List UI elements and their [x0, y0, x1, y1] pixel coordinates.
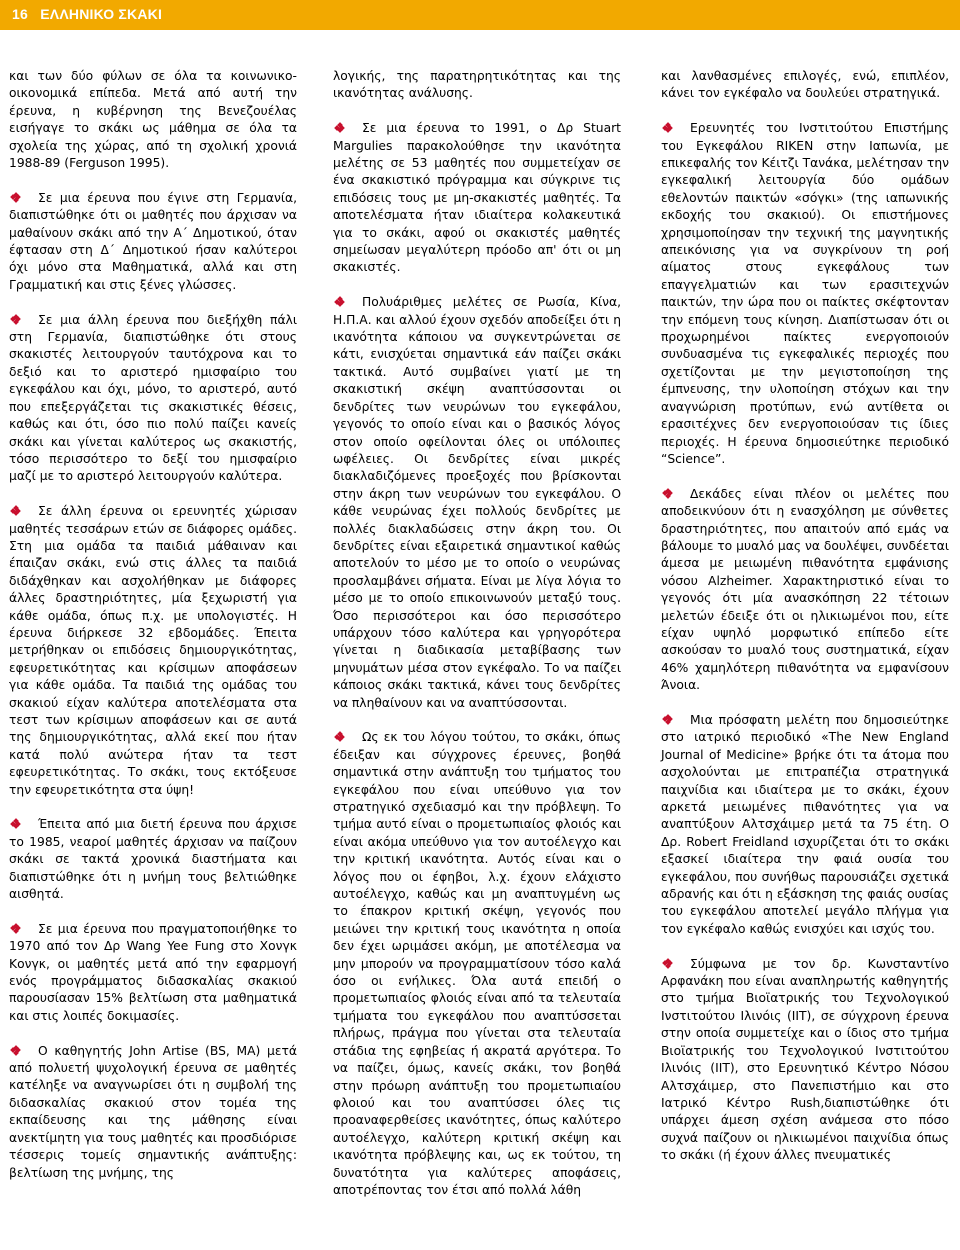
paragraph-text: Ως εκ του λόγου τούτου, το σκάκι, όπως έδειξαν και σύγχρονες έρευνες, βοηθά σημαντικά στην ανάπτυξη του τμήματος του εγκεφάλου που είναι υπεύθυνο για τον στρατηγικό σχεδιασμό και την πρόβλεψη. Το τμήμα αυτό είναι ο προμετωπιαίος φλοιός και είναι ακόμα υπεύθυνο για τον αυτοέλεγχο και την κριτική ικανότητα. Αυτός είναι και ο λόγος που οι έφηβοι, λ.χ. έχουν ελάχιστο αυτοέλεγχο, καθώς και μη αναπτυγμένη ως το έπακρον κριτική σκέψη, γεγονός που μειώνει την κριτική τους ικανότητα η οποία δεν έχει ωριμάσει ακόμη, με αποτέλεσμα να μην μπορούν να προγραμματίσουν τόσο καλά όσο οι ενήλικες. Όλα αυτά επειδή ο προμετωπιαίος φλοιός είναι από τα τελευταία τμήματα του εγκεφάλου που αναπτύσσεται πλήρως, πράγμα που γίνεται στα τελευταία στάδια της εφηβείας ή ακρατά αργότερα. Το να παίζει, όμως, κανείς σκάκι, τον βοηθά στην πρόωρη ανάπτυξη του προμετωπιαίου φλοιού και του αναπτύσσει όλες τις προαναφερθείσες ικανότητες, όπως καλύτερο αυτοέλεγχο, καλύτερη κριτική σκέψη και ικανότητα πρόβλεψης και, ως εκ τούτου, τη δυνατότητα για καλύτερες αποφάσεις, αποτρέποντας τον έτσι από πολλά λάθη [333, 730, 621, 1197]
paragraph-text: Ερευνητές του Ινστιτούτου Επιστήμης του Εγκεφάλου RIKEN στην Ιαπωνία, με επικεφαλής τον Κέιτζι Τανάκα, μελέτησαν την εγκεφαλική λειτουργία δύο ομάδων εθελοντών παικτών «σόγκι» (της ιαπωνικής εκδοχής του σκακιού). Οι επιστήμονες χρησιμοποίησαν την τεχνική της μαγνητικής απεικόνισης για να συγκρίνουν τη ροή αίματος στους εγκεφάλους των επαγγελματιών και των ερασιτεχνών παικτών, την ώρα που οι παίκτες σκέφτονταν την επόμενη τους κίνηση. Διαπίστωσαν ότι οι προχωρημένοι παίκτες ενεργοποιούν συνδυασμένα τις εγκεφαλικές περιοχές που σχετίζονται με την μεγιστοποίηση της έμπνευσης, την υλοποίηση στόχων και την αναγνώριση προτύπων, ενώ αντίθετα οι ερασιτέχνες δεν ενεργοποιούσαν τις ίδιες περιοχές. Η έρευνα δημοσιεύτηκε περιοδικό “Science”. [661, 121, 949, 466]
diamond-bullet-icon [11, 1046, 20, 1055]
page-number: 16 [12, 6, 28, 22]
paragraph-text: Έπειτα από μια διετή έρευνα που άρχισε το 1985, νεαροί μαθητές άρχισαν να παίζουν σκάκι σε τακτά χρονικά διαστήματα και διαπιστώθηκε ότι η μνήμη τους βελτιώθηκε αισθητά. [9, 817, 297, 902]
diamond-bullet-icon [663, 123, 672, 132]
diamond-bullet-icon [11, 193, 20, 202]
bulleted-paragraph [333, 120, 621, 277]
paragraph [9, 68, 297, 172]
bulleted-paragraph [9, 921, 297, 1025]
paragraph-text: και των δύο φύλων σε όλα τα κοινωνικο-οικονομικά επίπεδα. Μετά από αυτή την έρευνα, η κυβέρνηση της Βενεζουέλας εισήγαγε το σκάκι ως μάθημα σε όλα τα σχολεία της χώρας, από τη σχολική χρονιά 1988-89 (Ferguson 1995). [9, 69, 297, 171]
bulleted-paragraph [9, 816, 297, 903]
paragraph-text: Σε μια άλλη έρευνα που διεξήχθη πάλι στη Γερμανία, διαπιστώθηκε ότι στους σκακιστές λειτουργούν ταυτόχρονα και το δεξιό και το αριστερό ημισφαίριο του εγκεφάλου και όχι, μόνο, το αριστερό, αυτό που επεξεργάζεται τις σκακιστικές θέσεις, καθώς και ότι, όσο πιο πολύ παίζει κανείς σκάκι και γίνεται καλύτερος ως σκακιστής, τόσο περισσότερο το δεξί του ημισφαίριο μαζί με το αριστερό λειτουργούν καλύτερα. [9, 312, 297, 484]
paragraph-text: Ο καθηγητής John Artise (BS, MA) μετά από πολυετή ψυχολογική έρευνα σε μαθητές κατέληξε να αναγνωρίσει ότι η συμβολή της διδασκαλίας σκακιού στον τομέα της εκπαίδευσης και της μάθησης είναι ανεκτίμητη για τους μαθητές και προσδιόρισε τέσσερις τομείς σημαντικής ανάπτυξης: βελτίωση της μνήμης, της [9, 1043, 297, 1180]
diamond-bullet-icon [335, 123, 344, 132]
paragraph-text: Μια πρόσφατη μελέτη που δημοσιεύτηκε στο ιατρικό περιοδικό «The New England Journal of Medicine» βρήκε ότι τα άτομα που ασχολούνται με επιτραπέζια στρατηγικά παιχνίδια και ιδιαίτερα με το σκάκι, έχουν αρκετά μειωμένες πιθανότητες για να αναπτύξουν Αλτσχάιμερ μετά τα 75 έτη. Ο Δρ. Robert Freidland ισχυρίζεται ότι το σκάκι εξασκεί ιδιαίτερα την φαιά ουσία του εγκεφάλου, που συνήθως παρουσιάζει σχετικά αδρανής και ότι η εξάσκηση της φαιάς ουσίας του εγκεφάλου αποτελεί μεγάλο πλήγμα για τον εγκέφαλο καθώς ενισχύει και ισχύς του. [661, 712, 949, 936]
bulleted-paragraph [9, 190, 297, 294]
paragraph-text: Δεκάδες είναι πλέον οι μελέτες που αποδεικνύουν ότι η ενασχόληση με σύνθετες δραστηριότητες, που απαιτούν από εμάς να βάλουμε το μυαλό μας να δουλέψει, συνδέεται άμεσα με μειωμένη πιθανότητα εμφάνισης νόσου Alzheimer. Χαρακτηριστικό είναι το γεγονός ότι μία ανασκόπηση 22 τέτοιων μελετών έδειξε ότι οι ηλικιωμένοι που, είτε είχαν υψηλό μορφωτικό επίπεδο είτε ασκούσαν το μυαλό τους συστηματικά, είχαν 46% χαμηλότερη πιθανότητα να εμφανίσουν Άνοια. [661, 486, 949, 693]
paragraph-text: Πολυάριθμες μελέτες σε Ρωσία, Κίνα, Η.Π.Α. και αλλού έχουν σχεδόν αποδείξει ότι η ικανότητα κάποιου να συγκεντρώνεται σε κάτι, ενισχύεται σημαντικά εάν παίζει σκάκι τακτικά. Αυτό συμβαίνει γιατί με τη σκακιστική σκέψη αναπτύσσονται οι δενδρίτες των νευρώνων του εγκεφάλου, γεγονός το οποίο είναι και ο βασικός λόγος στον οποίο οφείλονται όλες οι υπόλοιπες ωφέλειες. Οι δενδρίτες είναι μικρές διακλαδιζόμενες προεξοχές που βρίσκονται στην άκρη των νευρώνων του εγκεφάλου. Ο κάθε νευρώνας έχει πολλούς δενδρίτες με πολλές διακλαδώσεις στην άκρη του. Οι δενδρίτες είναι εξαιρετικά σημαντικοί καθώς αποτελούν το μέσο με το οποίο ο νευρώνας προσλαμβάνει σήματα. Είναι με λίγα λόγια το μέσο με το οποίο επικοινωνούν μεταξύ τους. Όσο περισσότεροι και όσο περισσότερο υπάρχουν τόσο καλύτερα και γρηγορότερα γίνεται η διαδικασία μεταβίβασης των μηνυμάτων μέσα στον εγκέφαλο. Το να παίζει κάποιος σκάκι τακτικά, κάνει τους δενδρίτες να πληθαίνουν και να αναπτύσσονται. [333, 295, 621, 710]
diamond-bullet-icon [11, 819, 20, 828]
bulleted-paragraph [333, 294, 621, 712]
bulleted-paragraph [661, 120, 949, 468]
paragraph [661, 68, 949, 103]
diamond-bullet-icon [335, 297, 344, 306]
paragraph-text: Σύμφωνα με τον δρ. Κωνσταντίνο Αρφανάκη που είναι αναπληρωτής καθηγητής στο τμήμα Βιοϊατρικής του Τεχνολογικού Ινστιτούτου Ιλινόις (ΙΙΤ), σε σύγχρονη έρευνα στην οποία συμμετείχε και ο ίδιος στο τμήμα Βιοϊατρικής του Τεχνολογικού Ινστιτούτου Ιλινόις (ΙΙΤ), στο Ερευνητικό Κέντρο Νόσου Αλτσχάιμερ, στο Πανεπιστήμιο και στο Ιατρικό Κέντρο Rush,διαπιστώθηκε ότι υπάρχει άμεση σχέση ανάμεσα στο πόσο συχνά παίζουν οι ηλικιωμένοι παιχνίδια όπως το σκάκι (ή έχουν άλλες πνευματικές [661, 956, 949, 1163]
page-header-bar [0, 0, 960, 30]
diamond-bullet-icon [335, 732, 344, 741]
text-column-2 [333, 68, 621, 1199]
bulleted-paragraph [661, 712, 949, 938]
bulleted-paragraph [661, 486, 949, 695]
text-column-3 [661, 68, 949, 1165]
page-header [12, 6, 162, 22]
diamond-bullet-icon [11, 315, 20, 324]
paragraph-text: και λανθασμένες επιλογές, ενώ, επιπλέον, κάνει τον εγκέφαλο να δουλεύει στρατηγικά. [661, 69, 949, 101]
diamond-bullet-icon [663, 959, 672, 968]
paragraph-text: Σε άλλη έρευνα οι ερευνητές χώρισαν μαθητές τεσσάρων ετών σε διάφορες ομάδες. Στη μια ομάδα τα παιδιά μάθαιναν και έπαιζαν σκάκι, ενώ στις άλλες τα παιδιά διδάχθηκαν και ασχολήθηκαν με διάφορες άλλες δραστηριότητες, μία ξεχωριστή για κάθε ομάδα, όπως π.χ. με υπολογιστές. Η έρευνα διήρκεσε 32 εβδομάδες. Έπειτα μετρήθηκαν οι επιδόσεις δημιουργικότητας, εφευρετικότητας και κρίσιμων αποφάσεων για κάθε ομάδα. Τα παιδιά της ομάδας του σκακιού είχαν καλύτερα αποτελέσματα στα τεστ των κρίσιμων αποφάσεων και σε αυτά της δημιουργικότητας, αλλά εκεί που ήταν κατά πολύ ανώτερα ήταν τα τεστ εφευρετικότητας. Το σκάκι, τους εκτόξευσε την εφευρετικότητα στα ύψη! [9, 504, 297, 797]
paragraph-text: λογικής, της παρατηρητικότητας και της ικανότητας ανάλυσης. [333, 69, 621, 101]
bulleted-paragraph [9, 312, 297, 486]
paragraph-text: Σε μια έρευνα που έγινε στη Γερμανία, διαπιστώθηκε ότι οι μαθητές που άρχισαν να μαθαίνουν σκάκι από την Α΄ Δημοτικού, όταν έφτασαν στη Δ΄ Δημοτικού ήσαν καλύτεροι όχι μόνο στα Μαθηματικά, αλλά και στη Γραμματική και στις ξένες γλώσσες. [9, 190, 297, 292]
publication-title: ΕΛΛΗΝΙΚΟ ΣΚΑΚΙ [40, 6, 163, 22]
diamond-bullet-icon [11, 924, 20, 933]
bulleted-paragraph [9, 503, 297, 799]
bulleted-paragraph [9, 1043, 297, 1182]
paragraph [333, 68, 621, 103]
text-column-1 [9, 68, 297, 1182]
diamond-bullet-icon [663, 715, 672, 724]
paragraph-text: Σε μια έρευνα που πραγματοποιήθηκε το 1970 από τον Δρ Wang Yee Fung στο Χονγκ Κονγκ, οι μαθητές μετά από την εφαρμογή ενός προγράμματος διδασκαλίας σκακιού παρουσίασαν 15% βελτίωση στα μαθηματικά και στις λοιπές δοκιμασίες. [9, 921, 297, 1023]
paragraph-text: Σε μια έρευνα το 1991, ο Δρ Stuart Margulies παρακολούθησε την ικανότητα μελέτης σε 53 μαθητές που συμμετείχαν σε ένα σκακιστικό πρόγραμμα και σύγκρινε τις επιδόσεις τους με μη-σκακιστές μαθητές. Τα αποτελέσματα ήταν ιδιαίτερα κολακευτικά για το σκάκι, αφού οι σκακιστές μαθητές σημείωσαν μεγαλύτερη πρόοδο απ' ότι οι μη σκακιστές. [333, 121, 621, 275]
bulleted-paragraph [661, 956, 949, 1165]
diamond-bullet-icon [11, 506, 20, 515]
diamond-bullet-icon [663, 489, 672, 498]
bulleted-paragraph [333, 729, 621, 1199]
